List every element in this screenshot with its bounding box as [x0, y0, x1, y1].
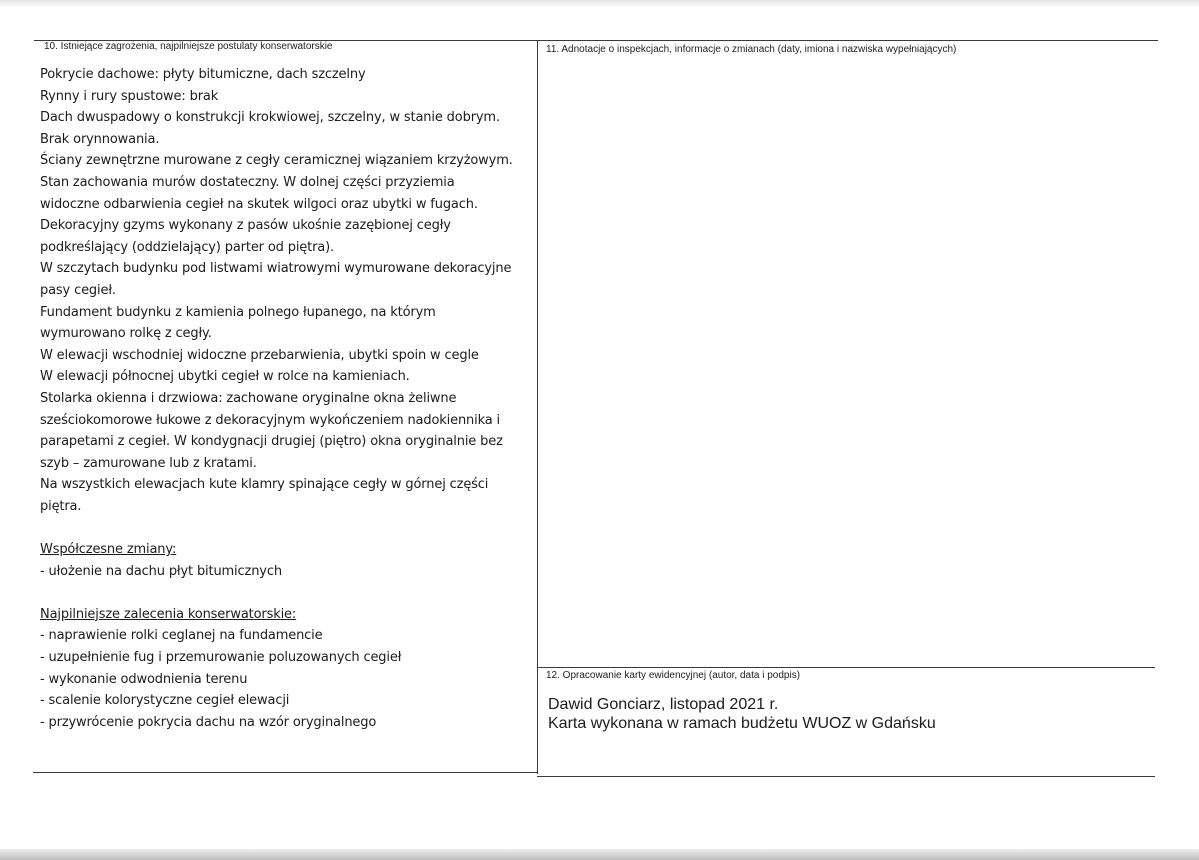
description-line: sześciokomorowe łukowe z dekoracyjnym wykończeniem nadokiennika i	[40, 412, 501, 428]
changes-heading: Współczesne zmiany:	[40, 542, 177, 558]
section10-caption: 10. Istniejące zagrożenia, najpilniejsze postulaty konserwatorskie	[44, 41, 333, 52]
section12-top-rule	[537, 667, 1155, 668]
author-line: Dawid Gonciarz, listopad 2021 r.	[548, 696, 779, 713]
recommendation-item: - uzupełnienie fug i przemurowanie poluzowanych cegieł	[40, 650, 402, 666]
recommendation-item: - scalenie kolorystyczne cegieł elewacji	[40, 693, 290, 709]
changes-item: - ułożenie na dachu płyt bitumicznych	[40, 563, 282, 579]
description-line: Dach dwuspadowy o konstrukcji krokwiowej, szczelny, w stanie dobrym.	[40, 110, 500, 126]
recommendation-item: - wykonanie odwodnienia terenu	[40, 671, 248, 687]
description-line: parapetami z cegieł. W kondygnacji drugiej (piętro) okna oryginalnie bez	[40, 434, 503, 450]
description-line: Pokrycie dachowe: płyty bitumiczne, dach szczelny	[40, 67, 366, 82]
description-line: szyb – zamurowane lub z kratami.	[40, 455, 257, 471]
description-line: W elewacji północnej ubytki cegieł w rolce na kamieniach.	[40, 369, 410, 385]
description-line: Stolarka okienna i drzwiowa: zachowane oryginalne okna żeliwne	[40, 390, 457, 406]
recommendation-item: - naprawienie rolki ceglanej na fundamencie	[40, 628, 323, 644]
description-line: Na wszystkich elewacjach kute klamry spinające cegły w górnej części	[40, 477, 489, 493]
description-line: Rynny i rury spustowe: brak	[40, 88, 219, 104]
description-line: W elewacji wschodniej widoczne przebarwienia, ubytki spoin w cegle	[40, 347, 479, 363]
spacer	[40, 517, 540, 539]
description-line: Fundament budynku z kamienia polnego łupanego, na którym	[40, 304, 436, 320]
section12-body	[548, 695, 936, 733]
table-bottom-rule-left	[33, 772, 538, 773]
description-line: Dekoracyjny gzyms wykonany z pasów ukośnie zazębionej cegły	[40, 218, 451, 234]
description-line: widoczne odbarwienia cegieł na skutek wilgoci oraz ubytki w fugach.	[40, 196, 478, 212]
description-line: Stan zachowania murów dostateczny. W dolnej części przyziemia	[40, 174, 455, 190]
section12-caption: 12. Opracowanie karty ewidencyjnej (autor, data i podpis)	[546, 670, 801, 681]
funding-line: Karta wykonana w ramach budżetu WUOZ w Gdańsku	[548, 715, 936, 732]
table-bottom-rule-right	[537, 776, 1155, 777]
description-line: Ściany zewnętrzne murowane z cegły ceramicznej wiązaniem krzyżowym.	[40, 153, 513, 169]
scan-edge-bottom	[0, 849, 1199, 860]
section11-caption: 11. Adnotacje o inspekcjach, informacje o zmianach (daty, imiona i nazwiska wypełniających)	[546, 44, 957, 55]
description-line: wymurowano rolkę z cegły.	[40, 326, 212, 342]
recommendations-heading: Najpilniejsze zalecenia konserwatorskie:	[40, 606, 297, 622]
description-line: podkreślający (oddzielający) parter od piętra).	[40, 239, 335, 255]
spacer	[40, 582, 540, 604]
section10-body	[40, 64, 540, 733]
scan-edge-top	[0, 0, 1199, 8]
description-line: pasy cegieł.	[40, 282, 116, 298]
description-line: Brak orynnowania.	[40, 131, 160, 147]
description-line: W szczytach budynku pod listwami wiatrowymi wymurowane dekoracyjne	[40, 261, 512, 277]
recommendation-item: - przywrócenie pokrycia dachu na wzór oryginalnego	[40, 714, 377, 730]
description-line: piętra.	[40, 498, 82, 514]
